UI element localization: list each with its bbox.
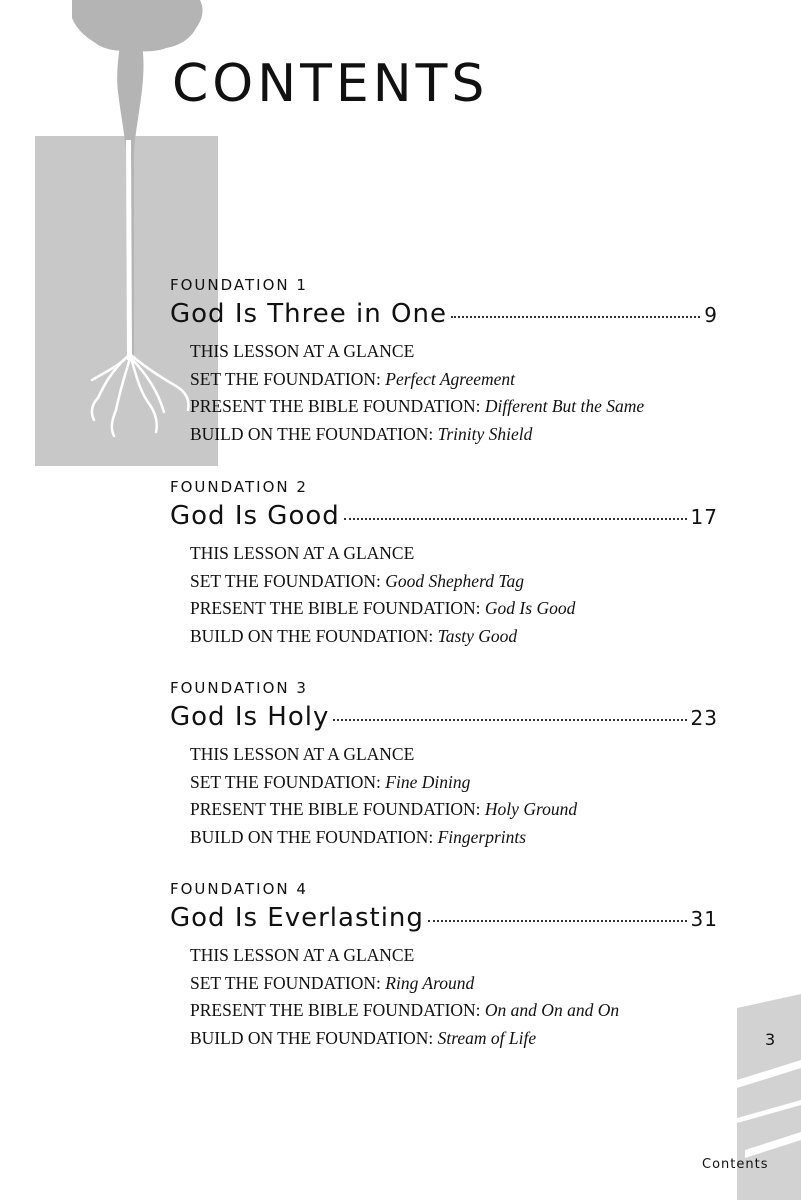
foundation-section-2 xyxy=(170,478,718,651)
page-reference: 31 xyxy=(690,907,718,931)
toc-entry-1[interactable] xyxy=(170,296,718,332)
lesson-item: SET THE FOUNDATION: Perfect Agreement xyxy=(190,368,516,389)
lesson-item: SET THE FOUNDATION: Ring Around xyxy=(190,972,475,993)
foundation-title: God Is Everlasting xyxy=(170,903,424,933)
lesson-item: THIS LESSON AT A GLANCE xyxy=(190,744,415,764)
lesson-item: THIS LESSON AT A GLANCE xyxy=(190,945,415,965)
lesson-list xyxy=(170,741,718,852)
trunk-highlight xyxy=(126,140,132,360)
foundation-title: God Is Good xyxy=(170,501,340,531)
page-reference: 17 xyxy=(690,505,718,529)
lesson-item: THIS LESSON AT A GLANCE xyxy=(190,543,415,563)
page-title: CONTENTS xyxy=(172,54,489,114)
foundation-title: God Is Three in One xyxy=(170,299,447,329)
lesson-item: BUILD ON THE FOUNDATION: Trinity Shield xyxy=(190,424,533,445)
dot-leader xyxy=(333,719,686,721)
lesson-item: SET THE FOUNDATION: Good Shepherd Tag xyxy=(190,570,524,591)
page-reference: 23 xyxy=(690,706,718,730)
page-reference: 9 xyxy=(704,303,718,327)
foundation-label: FOUNDATION 1 xyxy=(170,276,308,294)
lesson-item: PRESENT THE BIBLE FOUNDATION: God Is Good xyxy=(190,598,576,619)
foundation-section-4 xyxy=(170,880,718,1053)
dot-leader xyxy=(451,316,700,318)
foundation-label: FOUNDATION 2 xyxy=(170,478,308,496)
foundation-label: FOUNDATION 3 xyxy=(170,679,308,697)
dot-leader xyxy=(428,920,687,922)
lesson-list xyxy=(170,942,718,1053)
lesson-item: BUILD ON THE FOUNDATION: Stream of Life xyxy=(190,1028,537,1049)
lesson-item: BUILD ON THE FOUNDATION: Tasty Good xyxy=(190,626,518,647)
lesson-list xyxy=(170,540,718,651)
foundation-section-3 xyxy=(170,679,718,852)
foundation-title: God Is Holy xyxy=(170,702,330,732)
lesson-item: SET THE FOUNDATION: Fine Dining xyxy=(190,771,471,792)
tree-canopy xyxy=(72,0,203,51)
foundation-label: FOUNDATION 4 xyxy=(170,880,308,898)
lesson-item: THIS LESSON AT A GLANCE xyxy=(190,341,415,361)
toc-entry-4[interactable] xyxy=(170,900,718,936)
toc-entry-3[interactable] xyxy=(170,699,718,735)
toc-entry-2[interactable] xyxy=(170,498,718,534)
lesson-item: PRESENT THE BIBLE FOUNDATION: On and On and On xyxy=(190,1000,620,1021)
lesson-item: PRESENT THE BIBLE FOUNDATION: Different But the Same xyxy=(190,396,645,417)
page-number: 3 xyxy=(765,1030,776,1049)
lesson-list xyxy=(170,338,718,449)
lesson-item: BUILD ON THE FOUNDATION: Fingerprints xyxy=(190,827,527,848)
running-footer: Contents xyxy=(702,1157,769,1172)
lesson-item: PRESENT THE BIBLE FOUNDATION: Holy Ground xyxy=(190,799,578,820)
dot-leader xyxy=(344,518,687,520)
foundation-section-1 xyxy=(170,276,718,449)
